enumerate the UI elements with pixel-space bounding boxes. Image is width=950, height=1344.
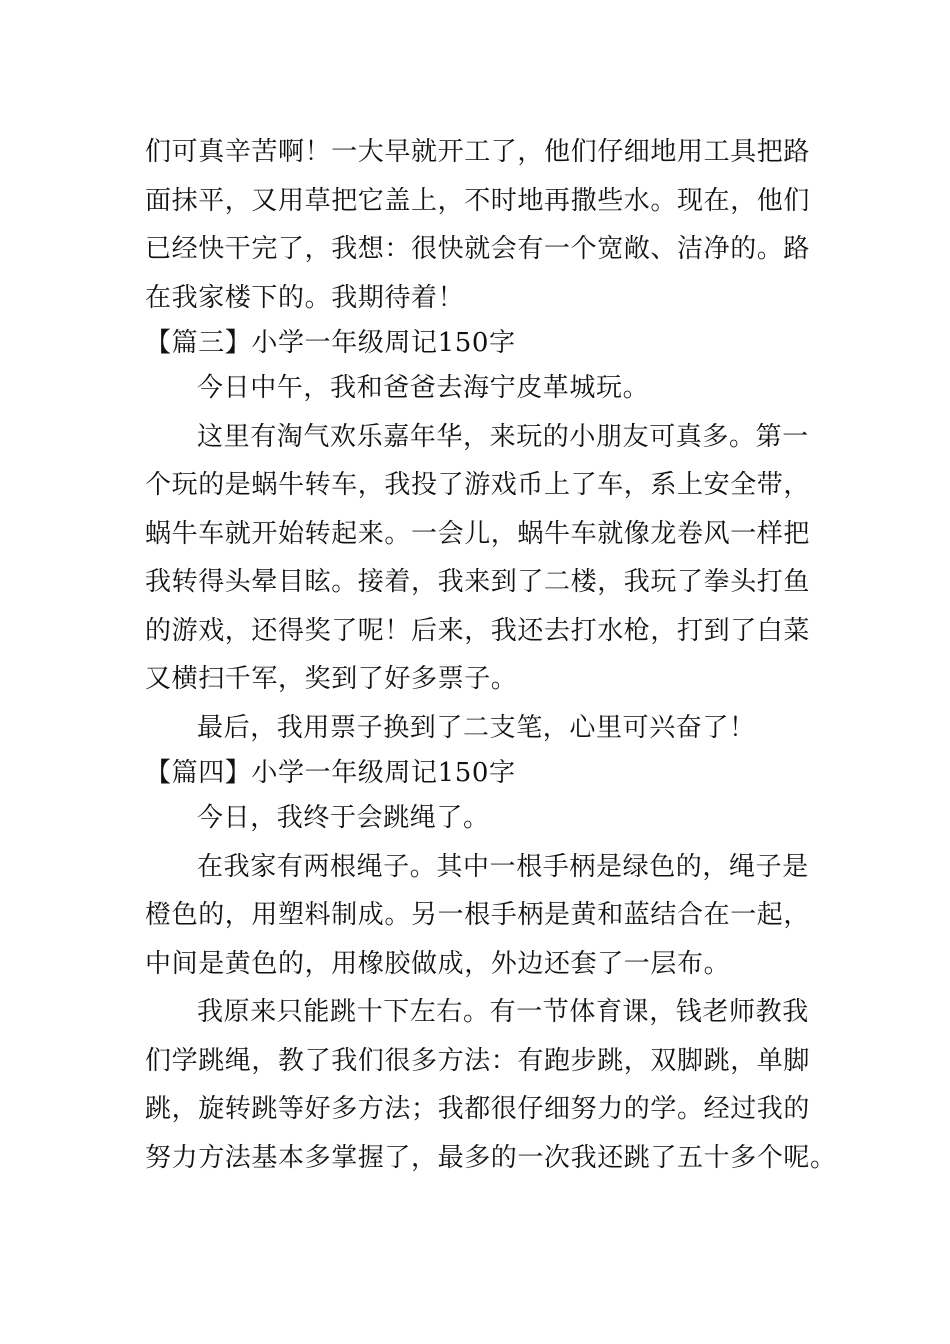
text-line: 我原来只能跳十下左右。有一节体育课，钱老师教我 [197,997,809,1027]
text-line: 橙色的，用塑料制成。另一根手柄是黄和蓝结合在一起， [145,900,811,930]
paragraph-continuation [145,128,810,322]
text-line: 今日，我终于会跳绳了。 [197,803,490,833]
text-line: 这里有淘气欢乐嘉年华，来玩的小朋友可真多。第一 [197,421,809,452]
text-line: 已经快干完了，我想：很快就会有一个宽敞、洁净的。路 [145,234,811,264]
section-4-paragraph-2 [145,843,810,989]
text-line: 今日中午，我和爸爸去海宁皮革城玩。 [197,373,650,403]
text-line: 们学跳绳，教了我们很多方法：有跑步跳，双脚跳，单脚 [145,1045,811,1076]
section-heading-3: 【篇三】小学一年级周记150字 [145,328,516,358]
document-page [145,128,837,1182]
text-line: 在我家楼下的。我期待着！ [145,282,465,313]
text-line: 面抹平，又用草把它盖上，不时地再撒些水。现在，他们 [145,185,811,216]
text-line: 最后，我用票子换到了二支笔，心里可兴奋了！ [197,712,756,743]
section-3-paragraph-2 [145,413,810,704]
text-line: 中间是黄色的，用橡胶做成，外边还套了一层布。 [145,948,731,979]
text-line: 们可真辛苦啊！一大早就开工了，他们仔细地用工具把路 [145,137,811,167]
text-line: 个玩的是蜗牛转车，我投了游戏币上了车，系上安全带， [145,470,811,500]
text-line: 的游戏，还得奖了呢！后来，我还去打水枪，打到了白菜 [145,615,811,646]
section-4-paragraph-3 [145,988,837,1182]
section-heading-4: 【篇四】小学一年级周记150字 [145,758,516,788]
text-line: 在我家有两根绳子。其中一根手柄是绿色的，绳子是 [197,851,809,882]
text-line: 我转得头晕目眩。接着，我来到了二楼，我玩了拳头打鱼 [145,567,811,597]
text-line: 蜗牛车就开始转起来。一会儿，蜗牛车就像龙卷风一样把 [145,518,811,549]
text-line: 跳，旋转跳等好多方法；我都很仔细努力的学。经过我的 [145,1094,811,1124]
section-3-paragraph-3 [145,704,810,753]
section-4-paragraph-1 [145,794,810,843]
text-line: 努力方法基本多掌握了，最多的一次我还跳了五十多个呢。 [145,1142,837,1173]
section-3-paragraph-1 [145,364,810,413]
text-line: 又横扫千军，奖到了好多票子。 [145,664,518,694]
